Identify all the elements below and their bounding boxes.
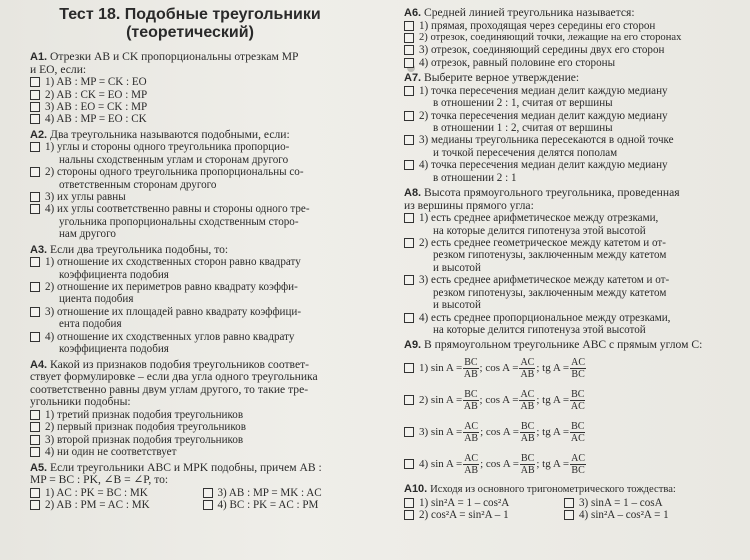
answer-option[interactable]: [203, 499, 376, 511]
question-text: Выберите верное утверждение:: [424, 71, 580, 85]
denominator: AB: [463, 400, 478, 412]
numerator: AC: [464, 420, 479, 432]
checkbox-icon[interactable]: [30, 500, 40, 510]
option-text-cont: в отношении 2 : 1: [433, 171, 517, 184]
option-text: 2) cos²A = sin²A – 1: [419, 508, 509, 521]
formula: [419, 452, 587, 476]
numerator: BC: [464, 388, 478, 400]
option-text: 4) отношение их сходственных углов равно квадрату: [45, 330, 295, 343]
question-text-line: из вершины прямого угла:: [404, 198, 534, 212]
option-text: 2) отрезок, соединяющий точки, лежащие на его сторонах: [419, 32, 682, 43]
formula-text: ; cos A =: [479, 393, 519, 406]
question-label: А2.: [30, 128, 48, 141]
option-text: 2) стороны одного треугольника пропорциональны со-: [45, 166, 304, 179]
option-text: 4) BC : PK = AC : PM: [217, 499, 319, 512]
answer-option[interactable]: [30, 166, 375, 191]
answer-option[interactable]: [404, 416, 724, 448]
option-text-cont: резком гипотенузы, заключенным между катетом: [433, 249, 667, 262]
checkbox-icon[interactable]: [30, 77, 40, 87]
checkbox-icon[interactable]: [404, 21, 414, 31]
checkbox-icon[interactable]: [30, 257, 40, 267]
option-text: 1) есть среднее арифметическое между отрезками,: [419, 212, 659, 225]
checkbox-icon[interactable]: [404, 58, 414, 68]
denominator: AC: [570, 432, 585, 444]
option-text: 1) AB : MP = CK : EO: [45, 76, 147, 89]
answer-option[interactable]: [404, 274, 724, 311]
question-label: А8.: [404, 187, 422, 200]
title-line-2: (теоретический): [126, 24, 254, 41]
question-a2: [30, 129, 375, 142]
left-column: [30, 0, 375, 512]
option-text: 2) точка пересечения медиан делит каждую медиану: [419, 109, 668, 122]
option-text-cont: на которые делится гипотенуза этой высотой: [433, 224, 646, 237]
option-text: 4) ни один не соответствует: [45, 446, 177, 459]
option-text: 1) прямая, проходящая через середины его сторон: [419, 19, 656, 32]
option-text-cont: угольника пропорциональны сходственным сторо-: [59, 215, 299, 228]
question-label: А6.: [404, 7, 422, 19]
denominator: AB: [463, 368, 478, 380]
numerator: BC: [521, 420, 535, 432]
numerator: AC: [520, 356, 535, 368]
answer-option[interactable]: [404, 134, 724, 159]
answer-option[interactable]: [30, 409, 375, 421]
question-a9: [404, 339, 724, 352]
question-label: А10.: [404, 482, 428, 495]
checkbox-icon[interactable]: [404, 363, 414, 373]
formula-text: ; cos A =: [479, 361, 519, 374]
answer-option[interactable]: [404, 237, 724, 274]
option-text: 3) AB : MP = MK : AC: [217, 486, 322, 499]
checkbox-icon[interactable]: [30, 332, 40, 342]
question-label: А7.: [404, 72, 422, 85]
question-text: Два треугольника называются подобными, если:: [50, 127, 290, 141]
denominator: AB: [520, 368, 535, 380]
checkbox-icon[interactable]: [404, 395, 414, 405]
numerator: BC: [571, 420, 585, 432]
option-text-cont: ответственным сторонам другого: [59, 178, 217, 191]
formula: [419, 420, 586, 444]
answer-option[interactable]: [30, 113, 375, 125]
question-text-line: Какой из признаков подобия треугольников соответ-: [50, 357, 310, 371]
denominator: AB: [520, 400, 535, 412]
option-text: 1) AC : PK = BC : MK: [45, 486, 148, 499]
a9-options: [404, 352, 724, 480]
option-text-cont: и высотой: [433, 261, 481, 274]
formula-text: ; cos A =: [480, 457, 519, 470]
checkbox-icon[interactable]: [30, 435, 40, 445]
option-text-cont: нальны сходственным углам и сторонам другого: [59, 153, 289, 166]
denominator: AB: [520, 432, 535, 444]
checkbox-icon[interactable]: [203, 488, 213, 498]
options-grid: [30, 487, 375, 499]
numerator: AC: [571, 356, 586, 368]
question-text: Средней линией треугольника называется:: [424, 6, 635, 19]
checkbox-icon[interactable]: [404, 459, 414, 469]
fraction: [570, 421, 585, 444]
option-text-cont: циента подобия: [59, 293, 134, 306]
question-label: А4.: [30, 358, 48, 371]
option-text: 4) AB : MP = EO : CK: [45, 113, 147, 126]
option-text: 1) точка пересечения медиан делит каждую медиану: [419, 84, 668, 97]
question-text-line: ствует формулировке – если два угла одного треугольника: [30, 370, 318, 384]
checkbox-icon[interactable]: [404, 313, 414, 323]
answer-option[interactable]: [404, 20, 724, 32]
numerator: BC: [571, 388, 585, 400]
answer-option[interactable]: [404, 212, 724, 237]
fraction: [570, 357, 586, 380]
answer-option[interactable]: [30, 487, 203, 499]
formula-text: ; cos A =: [480, 425, 519, 438]
option-text-cont: нам другого: [59, 228, 116, 241]
fraction: [520, 421, 535, 444]
formula-text: ; tg A =: [536, 393, 570, 406]
answer-option[interactable]: [404, 110, 724, 135]
option-text-cont: в отношении 1 : 2, считая от вершины: [433, 122, 613, 135]
checkbox-icon[interactable]: [564, 510, 574, 520]
question-a6: [404, 7, 724, 20]
answer-option[interactable]: [30, 203, 375, 240]
fraction: [463, 453, 479, 476]
checkbox-icon[interactable]: [30, 447, 40, 457]
formula-text: ; tg A =: [536, 457, 570, 470]
formula-text: 3) sin A =: [419, 425, 463, 438]
option-text: 3) второй признак подобия треугольников: [45, 433, 244, 446]
fraction: [520, 453, 535, 476]
formula-text: ; tg A =: [536, 425, 570, 438]
numerator: BC: [464, 356, 478, 368]
option-text: 3) отношение их площадей равно квадрату коэффици-: [45, 305, 302, 318]
denominator: AB: [464, 432, 479, 444]
formula: [419, 356, 587, 380]
option-text: 1) третий признак подобия треугольников: [45, 408, 244, 421]
answer-option[interactable]: [404, 384, 724, 416]
checkbox-icon[interactable]: [404, 238, 414, 248]
question-label: А1.: [30, 51, 48, 63]
answer-option[interactable]: [564, 509, 724, 521]
answer-option[interactable]: [404, 352, 724, 384]
option-text: 3) sinA = 1 – cosA: [579, 496, 663, 509]
denominator: BC: [571, 464, 585, 476]
checkbox-icon[interactable]: [30, 192, 40, 202]
question-label: А3.: [30, 243, 48, 256]
question-a5: [30, 462, 375, 487]
fraction: [570, 453, 586, 476]
checkbox-icon[interactable]: [404, 275, 414, 285]
formula: [419, 388, 586, 412]
checkbox-icon[interactable]: [404, 135, 414, 145]
question-text-line: соответственно равны двум углам другого, то такие тре-: [30, 382, 309, 396]
fraction: [519, 357, 535, 380]
option-text-cont: и точкой пересечения делятся пополам: [433, 146, 618, 159]
checkbox-icon[interactable]: [30, 167, 40, 177]
option-text: 4) их углы соответственно равны и стороны одного тре-: [45, 203, 310, 216]
answer-option[interactable]: [404, 509, 564, 521]
answer-option[interactable]: [30, 331, 375, 356]
answer-option[interactable]: [404, 159, 724, 184]
checkbox-icon[interactable]: [404, 427, 414, 437]
fraction: [463, 357, 478, 380]
question-text-line: угольники подобны:: [30, 395, 131, 409]
option-text: 3) отрезок, соединяющий середины двух его сторон: [419, 44, 665, 57]
question-a4: [30, 359, 375, 409]
checkbox-icon[interactable]: [404, 86, 414, 96]
question-text-line: и EO, если:: [30, 62, 87, 76]
checkbox-icon[interactable]: [30, 142, 40, 152]
checkbox-icon[interactable]: [404, 510, 414, 520]
question-a7: [404, 72, 724, 85]
numerator: BC: [521, 452, 535, 464]
numerator: AC: [520, 388, 535, 400]
answer-option[interactable]: [404, 85, 724, 110]
answer-option[interactable]: [30, 421, 375, 433]
option-text: 1) углы и стороны одного треугольника пропорцио-: [45, 141, 290, 154]
question-a10: [404, 483, 724, 497]
checkbox-icon[interactable]: [404, 498, 414, 508]
title-line-1: Тест 18. Подобные треугольники: [59, 6, 321, 23]
option-text-cont: коэффициента подобия: [59, 268, 169, 281]
formula-text: 4) sin A =: [419, 457, 463, 470]
answer-option[interactable]: [30, 191, 375, 203]
answer-option[interactable]: [30, 499, 203, 511]
checkbox-icon[interactable]: [30, 204, 40, 214]
question-text: Исходя из основного тригонометрического тождества:: [430, 483, 676, 495]
answer-option[interactable]: [30, 446, 375, 458]
denominator: BC: [571, 368, 585, 380]
options-grid: [404, 497, 724, 509]
checkbox-icon[interactable]: [30, 90, 40, 100]
checkbox-icon[interactable]: [30, 102, 40, 112]
fraction: [519, 389, 535, 412]
formula-text: 2) sin A =: [419, 393, 463, 406]
option-text: 1) отношение их сходственных сторон равно квадрату: [45, 256, 301, 269]
option-text-cont: резком гипотенузы, заключенным между катетом: [433, 286, 667, 299]
option-text: 4) точка пересечения медиан делит каждую медиану: [419, 159, 668, 172]
option-text: 2) есть среднее геометрическое между катетом и от-: [419, 237, 666, 250]
numerator: AC: [571, 452, 586, 464]
option-text-cont: ента подобия: [59, 318, 122, 331]
answer-option[interactable]: [30, 281, 375, 306]
checkbox-icon[interactable]: [30, 422, 40, 432]
options-grid: [30, 499, 375, 511]
answer-option[interactable]: [404, 32, 724, 44]
option-text-cont: на которые делится гипотенуза этой высотой: [433, 323, 646, 336]
fraction: [570, 389, 585, 412]
numerator: AC: [464, 452, 479, 464]
checkbox-icon[interactable]: [30, 114, 40, 124]
option-text-cont: и высотой: [433, 299, 481, 312]
answer-option[interactable]: [30, 76, 375, 88]
answer-option[interactable]: [404, 44, 724, 56]
question-text-line: Отрезки AB и CK пропорциональны отрезкам MP: [50, 50, 299, 63]
fraction: [463, 421, 479, 444]
right-column: [404, 0, 724, 521]
checkbox-icon[interactable]: [404, 213, 414, 223]
formula-text: ; tg A =: [536, 361, 570, 374]
option-text: 3) есть среднее арифметическое между катетом и от-: [419, 274, 670, 287]
answer-option[interactable]: [30, 256, 375, 281]
answer-option[interactable]: [404, 57, 724, 69]
answer-option[interactable]: [404, 312, 724, 337]
answer-option[interactable]: [203, 487, 376, 499]
answer-option[interactable]: [30, 434, 375, 446]
option-text: 4) есть среднее пропорциональное между отрезками,: [419, 311, 671, 324]
denominator: AB: [520, 464, 535, 476]
question-a3: [30, 244, 375, 257]
option-text: 3) AB : EO = CK : MP: [45, 101, 148, 113]
question-text-line: Если треугольники ABC и MPK подобны, причем AB :: [50, 460, 322, 474]
checkbox-icon[interactable]: [404, 160, 414, 170]
denominator: AC: [570, 400, 585, 412]
option-text: 1) sin²A = 1 – cos²A: [419, 496, 510, 509]
checkbox-icon[interactable]: [404, 45, 414, 55]
option-text-cont: в отношении 2 : 1, считая от вершины: [433, 97, 613, 110]
fraction: [463, 389, 478, 412]
test-title: [40, 6, 340, 42]
option-text: 3) медианы треугольника пересекаются в одной точке: [419, 134, 674, 147]
option-text: 4) sin²A – cos²A = 1: [579, 508, 669, 521]
answer-option[interactable]: [564, 497, 724, 509]
checkbox-icon[interactable]: [30, 410, 40, 420]
answer-option[interactable]: [30, 89, 375, 101]
checkbox-icon[interactable]: [30, 488, 40, 498]
question-text: В прямоугольном треугольнике ABC с прямым углом C:: [424, 338, 703, 352]
question-a8: [404, 187, 724, 212]
answer-option[interactable]: [404, 448, 724, 480]
question-label: А9.: [404, 339, 422, 352]
option-text: 2) отношение их периметров равно квадрату коэффи-: [45, 281, 298, 294]
answer-option[interactable]: [30, 306, 375, 331]
option-text: 4) отрезок, равный половине его стороны: [419, 56, 616, 69]
question-label: А5.: [30, 461, 48, 474]
checkbox-icon[interactable]: [30, 307, 40, 317]
options-grid: [404, 509, 724, 521]
checkbox-icon[interactable]: [404, 111, 414, 121]
checkbox-icon[interactable]: [30, 282, 40, 292]
option-text: 3) их углы равны: [45, 191, 126, 204]
formula-text: 1) sin A =: [419, 361, 463, 374]
option-text: 2) первый признак подобия треугольников: [45, 421, 246, 434]
option-text-cont: коэффициента подобия: [59, 343, 169, 356]
answer-option[interactable]: [404, 497, 564, 509]
checkbox-icon[interactable]: [404, 33, 414, 43]
checkbox-icon[interactable]: [203, 500, 213, 510]
option-text: 2) AB : CK = EO : MP: [45, 88, 148, 101]
answer-option[interactable]: [30, 141, 375, 166]
option-text: 2) AB : PM = AC : MK: [45, 499, 150, 512]
question-text-line: Высота прямоугольного треугольника, проведенная: [424, 186, 680, 200]
question-a1: [30, 51, 375, 76]
question-text: Если два треугольника подобны, то:: [50, 242, 229, 256]
question-text-line: MP = BC : PK, ∠B = ∠P, то:: [30, 473, 169, 487]
answer-option[interactable]: [30, 101, 375, 113]
denominator: AB: [464, 464, 479, 476]
checkbox-icon[interactable]: [564, 498, 574, 508]
